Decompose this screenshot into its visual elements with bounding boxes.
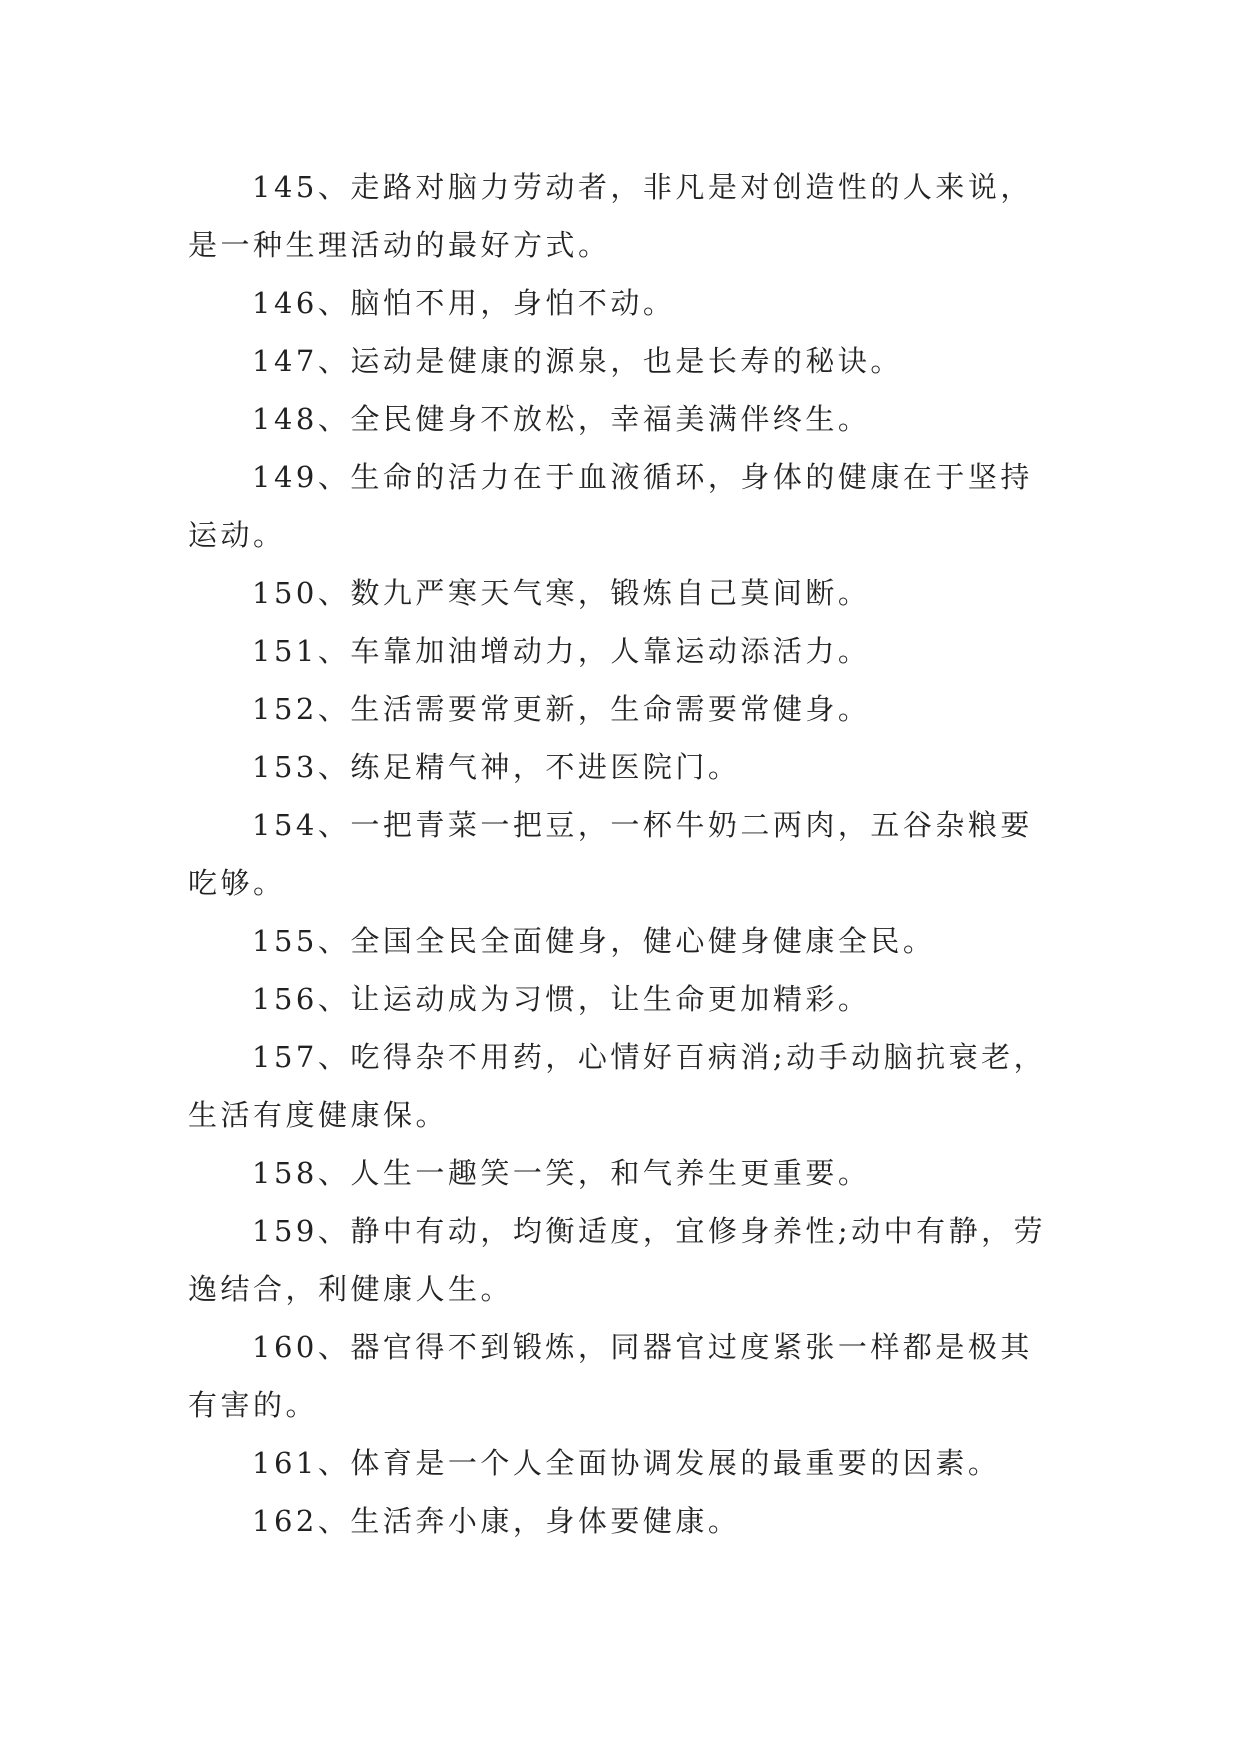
paragraph-148: 148、全民健身不放松，幸福美满伴终生。	[252, 402, 871, 436]
paragraph-160: 160、器官得不到锻炼，同器官过度紧张一样都是极其有害的。	[188, 1330, 1033, 1422]
paragraph-152: 152、生活需要常更新，生命需要常健身。	[252, 692, 871, 726]
paragraph-153: 153、练足精气神，不进医院门。	[252, 750, 741, 784]
paragraph-151: 151、车靠加油增动力，人靠运动添活力。	[252, 634, 871, 668]
paragraph-156: 156、让运动成为习惯，让生命更加精彩。	[252, 982, 871, 1016]
paragraph-146: 146、脑怕不用，身怕不动。	[252, 286, 676, 320]
paragraph-145: 145、走路对脑力劳动者，非凡是对创造性的人来说，是一种生理活动的最好方式。	[188, 170, 1033, 262]
paragraph-147: 147、运动是健康的源泉，也是长寿的秘诀。	[252, 344, 903, 378]
paragraph-158: 158、人生一趣笑一笑，和气养生更重要。	[252, 1156, 871, 1190]
document-body	[188, 158, 1058, 1550]
paragraph-154: 154、一把青菜一把豆，一杯牛奶二两肉，五谷杂粮要吃够。	[188, 808, 1033, 900]
paragraph-159: 159、静中有动，均衡适度，宜修身养性;动中有静，劳逸结合，利健康人生。	[188, 1214, 1047, 1306]
paragraph-161: 161、体育是一个人全面协调发展的最重要的因素。	[252, 1446, 1001, 1480]
paragraph-155: 155、全国全民全面健身，健心健身健康全民。	[252, 924, 936, 958]
paragraph-150: 150、数九严寒天气寒，锻炼自己莫间断。	[252, 576, 871, 610]
paragraph-162: 162、生活奔小康，身体要健康。	[252, 1504, 741, 1538]
paragraph-157: 157、吃得杂不用药，心情好百病消;动手动脑抗衰老，生活有度健康保。	[188, 1040, 1047, 1132]
paragraph-149: 149、生命的活力在于血液循环，身体的健康在于坚持运动。	[188, 460, 1033, 552]
